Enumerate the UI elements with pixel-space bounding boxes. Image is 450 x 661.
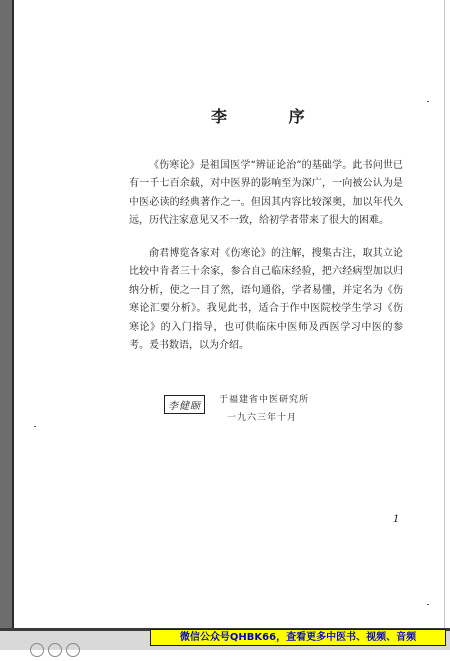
affiliation-line: 于福建省中医研究所 [219, 395, 310, 405]
page-number: 1 [393, 514, 400, 525]
document-page[interactable] [14, 0, 445, 628]
circle-icon [30, 643, 44, 657]
scan-speck [34, 426, 36, 427]
scan-speck [427, 604, 429, 605]
promo-banner[interactable]: 微信公众号QHBK66，查看更多中医书、视频、音频 [150, 629, 446, 646]
viewer-left-shadow [0, 0, 12, 636]
preface-paragraph-1: 《伤寒论》是祖国医学“辨证论治”的基础学。此书问世已有一千七百余载，对中医界的影响至为深广，一向被公认为是中医必读的经典著作之一。但因其内容比较深奥，加以年代久远，历代注家意见又不一致，给初学者带来了很大的困难。 [129, 160, 403, 227]
preface-paragraph-2: 俞君博览各家对《伤寒论》的注解，搜集古注，取其立论比较中肯者三十余家，参合自己临床经验，把六经病型加以归纳分析，使之一目了然，语句通俗，学者易懂，并定名为《伤寒论汇要分析》。我见此书，适合于作中医院校学生学习《伤寒论》的入门指导，也可供临床中医师及西医学习中医的参考。爰书数语，以为介绍。 [129, 248, 403, 352]
date-line: 一九六三年十月 [227, 413, 298, 423]
scan-speck [427, 101, 429, 102]
signature-seal: 李健颐 [164, 395, 205, 414]
circle-icon [66, 643, 80, 657]
page-title: 李 序 [211, 107, 333, 126]
circle-icon [48, 643, 62, 657]
viewer-toolbar-remnant [30, 642, 140, 650]
